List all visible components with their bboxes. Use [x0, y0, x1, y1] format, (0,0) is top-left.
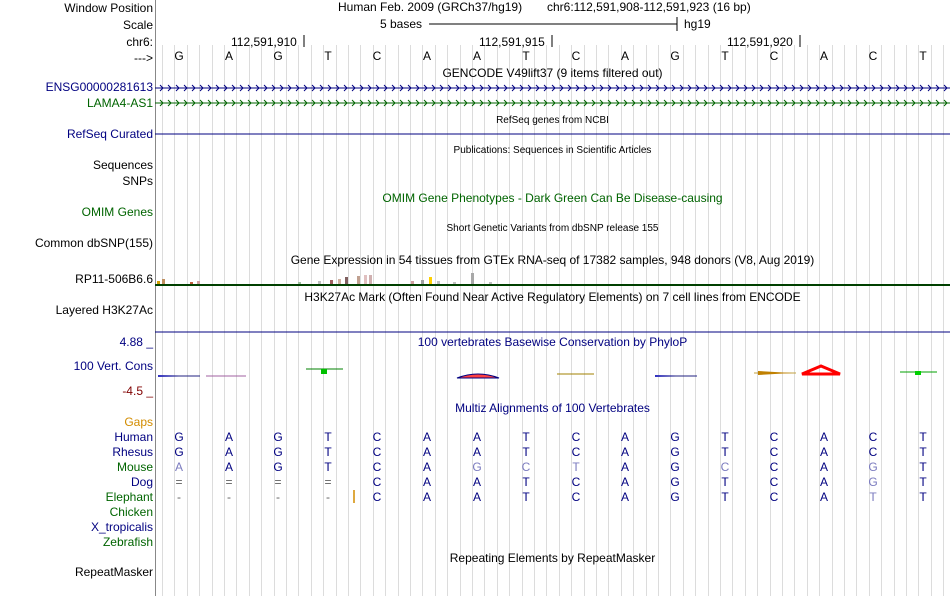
aligned-base: T — [919, 475, 927, 489]
aligned-base: G — [472, 460, 482, 474]
aligned-base: T — [919, 430, 927, 444]
species-label[interactable]: Elephant — [105, 490, 153, 504]
aligned-base: A — [422, 445, 431, 459]
aligned-base: T — [919, 490, 927, 504]
aligned-base: T — [721, 490, 729, 504]
aligned-base: A — [472, 445, 481, 459]
aligned-base: A — [472, 490, 481, 504]
assembly-name: Human Feb. 2009 (GRCh37/hg19) — [338, 0, 523, 14]
aligned-base: C — [372, 445, 382, 459]
aligned-base: T — [572, 460, 580, 474]
aligned-base: - — [227, 490, 231, 504]
aligned-base: T — [721, 445, 729, 459]
reference-base: C — [868, 49, 878, 63]
track-label-snps[interactable]: SNPs — [122, 174, 153, 188]
window-position-text: chr6:112,591,908-112,591,923 (16 bp) — [547, 0, 751, 14]
aligned-base: C — [372, 490, 382, 504]
species-label[interactable]: Dog — [130, 475, 153, 489]
scale-text: 5 bases — [380, 17, 423, 31]
aligned-base: G — [670, 490, 680, 504]
aligned-base: C — [769, 490, 779, 504]
aligned-base: G — [670, 430, 680, 444]
reference-base: G — [670, 49, 680, 63]
reference-base: A — [620, 49, 629, 63]
reference-base: A — [472, 49, 481, 63]
coord-tick-label: 112,591,920 — [727, 35, 793, 49]
aligned-base: T — [522, 445, 530, 459]
track-label-h3k27ac[interactable]: Layered H3K27Ac — [55, 303, 153, 317]
aligned-base: C — [372, 460, 382, 474]
coord-tick-label: 112,591,915 — [479, 35, 545, 49]
track-label-ensg[interactable]: ENSG00000281613 — [45, 80, 153, 94]
aligned-base: = — [274, 475, 282, 489]
species-label[interactable]: X_tropicalis — [90, 520, 153, 534]
phylop-signal — [158, 366, 937, 378]
species-label[interactable]: Mouse — [116, 460, 153, 474]
aligned-base: = — [324, 475, 332, 489]
reference-base: A — [819, 49, 828, 63]
aligned-base: T — [324, 430, 332, 444]
gtex-bars — [157, 273, 492, 285]
aligned-base: A — [174, 460, 183, 474]
aligned-base: G — [868, 460, 878, 474]
reference-base: A — [224, 49, 233, 63]
reference-base: G — [273, 49, 283, 63]
aligned-base: A — [620, 430, 629, 444]
species-label[interactable]: Human — [114, 430, 153, 444]
coord-ticks — [304, 35, 800, 47]
reference-base: T — [919, 49, 927, 63]
aligned-base: A — [620, 490, 629, 504]
aligned-base: = — [175, 475, 183, 489]
aligned-base: A — [472, 430, 481, 444]
aligned-base: - — [177, 490, 181, 504]
gtex-track-title: Gene Expression in 54 tissues from GTEx RNA-seq of 17382 samples, 948 donors (V8, Aug 2019) — [290, 253, 815, 267]
track-label-omim[interactable]: OMIM Genes — [81, 205, 153, 219]
aligned-base: C — [868, 445, 878, 459]
aligned-base: T — [522, 475, 530, 489]
gencode-track-title: GENCODE V49lift37 (9 items filtered out) — [442, 66, 663, 80]
aligned-base: A — [819, 475, 828, 489]
track-label-refseq[interactable]: RefSeq Curated — [66, 127, 153, 141]
reference-base: T — [522, 49, 530, 63]
aligned-base: T — [919, 460, 927, 474]
aligned-base: A — [422, 490, 431, 504]
reference-base: G — [174, 49, 184, 63]
aligned-base: T — [721, 475, 729, 489]
repeatmasker-track-title: Repeating Elements by RepeatMasker — [449, 551, 656, 565]
aligned-base: A — [472, 475, 481, 489]
aligned-base: T — [522, 430, 530, 444]
aligned-base: T — [522, 490, 530, 504]
aligned-base: C — [720, 460, 730, 474]
aligned-base: A — [819, 460, 828, 474]
strand-label: ---> — [134, 51, 153, 65]
coord-tick-label: 112,591,910 — [231, 35, 297, 49]
aligned-base: A — [819, 430, 828, 444]
aligned-base: C — [769, 460, 779, 474]
aligned-base: - — [326, 490, 330, 504]
aligned-base: G — [670, 460, 680, 474]
dbsnp-track-title: Short Genetic Variants from dbSNP release 155 — [446, 223, 659, 234]
aligned-base: C — [372, 430, 382, 444]
phylop-track-title: 100 vertebrates Basewise Conservation by PhyloP — [417, 335, 688, 349]
omim-track-title: OMIM Gene Phenotypes - Dark Green Can Be Disease-causing — [382, 191, 723, 205]
reference-base: C — [571, 49, 581, 63]
track-label-dbsnp[interactable]: Common dbSNP(155) — [34, 236, 153, 250]
db-name: hg19 — [684, 17, 711, 31]
aligned-base: T — [869, 490, 877, 504]
aligned-base: A — [620, 475, 629, 489]
phylop-min-label: -4.5 _ — [122, 384, 153, 398]
reference-base: C — [769, 49, 779, 63]
aligned-base: C — [769, 445, 779, 459]
track-label-phylop[interactable]: 100 Vert. Cons — [73, 359, 153, 373]
aligned-base: G — [670, 445, 680, 459]
aligned-base: T — [721, 430, 729, 444]
aligned-base: C — [868, 430, 878, 444]
aligned-base: G — [174, 430, 184, 444]
aligned-base: T — [919, 445, 927, 459]
refseq-track-title: RefSeq genes from NCBI — [496, 115, 609, 126]
aligned-base: A — [620, 445, 629, 459]
aligned-base: G — [273, 460, 283, 474]
aligned-base: C — [571, 490, 581, 504]
reference-base: A — [422, 49, 431, 63]
track-label-sequences[interactable]: Sequences — [92, 158, 153, 172]
aligned-base: C — [571, 475, 581, 489]
aligned-base: C — [769, 475, 779, 489]
aligned-base: A — [224, 460, 233, 474]
aligned-base: G — [174, 445, 184, 459]
aligned-base: A — [620, 460, 629, 474]
track-label-repeatmasker[interactable]: RepeatMasker — [74, 565, 153, 579]
h3k27ac-track-title: H3K27Ac Mark (Often Found Near Active Regulatory Elements) on 7 cell lines from ENCODE — [304, 290, 801, 304]
aligned-base: T — [324, 460, 332, 474]
track-label-gtex[interactable]: RP11-506B6.6 — [75, 272, 153, 286]
aligned-base: A — [819, 445, 828, 459]
aligned-base: G — [273, 430, 283, 444]
aligned-base: C — [521, 460, 531, 474]
aligned-base: G — [273, 445, 283, 459]
aligned-base: T — [324, 445, 332, 459]
phylop-max-label: 4.88 _ — [119, 335, 153, 349]
scale-label: Scale — [122, 18, 153, 32]
species-label[interactable]: Rhesus — [112, 445, 153, 459]
aligned-base: - — [276, 490, 280, 504]
aligned-base: A — [422, 475, 431, 489]
reference-base: T — [324, 49, 332, 63]
species-label[interactable]: Zebrafish — [102, 535, 153, 549]
aligned-base: C — [769, 430, 779, 444]
species-label[interactable]: Chicken — [109, 505, 153, 519]
aligned-base: C — [372, 475, 382, 489]
pubs-track-title: Publications: Sequences in Scientific Articles — [453, 145, 652, 156]
multiz-track-title: Multiz Alignments of 100 Vertebrates — [455, 401, 650, 415]
chrom-label: chr6: — [126, 35, 153, 49]
aligned-base: A — [224, 430, 233, 444]
aligned-base: A — [819, 490, 828, 504]
aligned-base: A — [422, 430, 431, 444]
reference-base: C — [372, 49, 382, 63]
track-label-lama4[interactable]: LAMA4-AS1 — [86, 96, 153, 110]
aligned-base: C — [571, 430, 581, 444]
window-position-label: Window Position — [64, 1, 153, 15]
aligned-base: = — [225, 475, 233, 489]
aligned-base: C — [571, 445, 581, 459]
aligned-base: G — [868, 475, 878, 489]
reference-base: T — [721, 49, 729, 63]
aligned-base: A — [224, 445, 233, 459]
aligned-base: G — [670, 475, 680, 489]
aligned-base: A — [422, 460, 431, 474]
scale-bar — [429, 17, 677, 31]
track-label-gaps[interactable]: Gaps — [124, 415, 153, 429]
